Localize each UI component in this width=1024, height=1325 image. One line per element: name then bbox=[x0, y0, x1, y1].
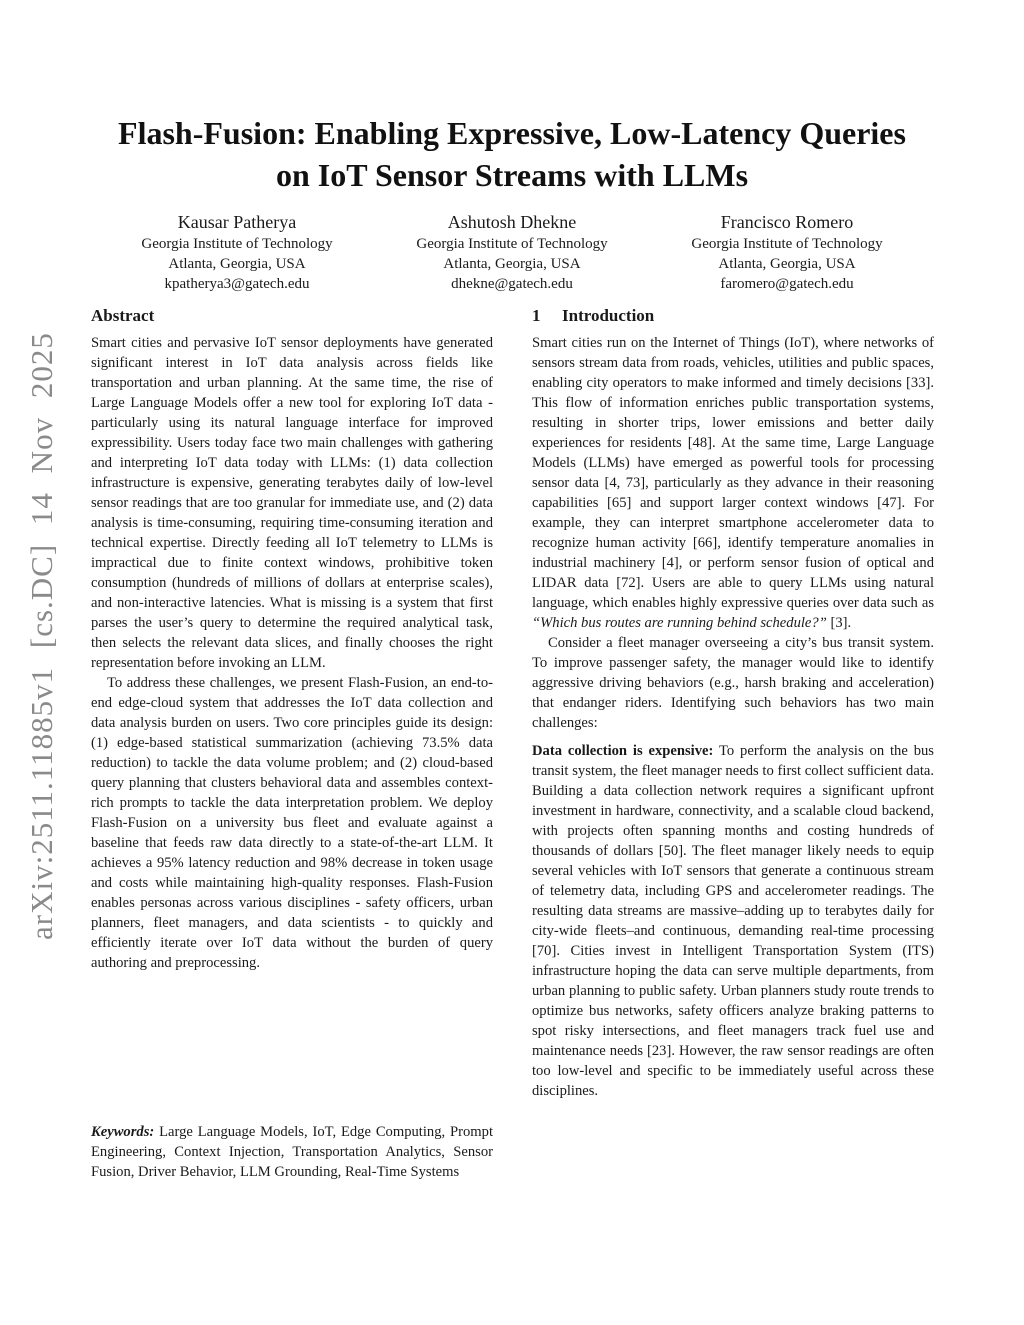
author-affiliation: Georgia Institute of Technology bbox=[691, 236, 883, 252]
intro-p1-main: Smart cities run on the Internet of Things (IoT), where networks of sensors stream data from roads, vehicles, utilities and public spaces, enabling city operators to make informed and timely decisions [33]. This flow of information enriches public transportation systems, resulting in shorter trips, lower emissions and better daily experiences for residents [48]. At the same time, Large Language Models (LLMs) have emerged as powerful tools for processing sensor data [4, 73], particularly as they advance in their reasoning capabilities [65] and support larger context windows [47]. For example, they can interpret smartphone accelerometer data to recognize human activity [66], identify temperature anomalies in industrial machinery [4], or perform sensor fusion of optical and LIDAR data [72]. Users are able to query LLMs using natural language, which enables highly expressive queries over data such as bbox=[532, 335, 934, 611]
intro-p1-quote: “Which bus routes are running behind schedule?” bbox=[532, 615, 827, 631]
paper-title: Flash-Fusion: Enabling Expressive, Low-Latency Queries on IoT Sensor Streams with LLMs bbox=[118, 115, 906, 193]
author-2 bbox=[375, 210, 649, 294]
right-column bbox=[532, 303, 934, 1101]
runin-label: Data collection is expensive: bbox=[532, 743, 714, 759]
section-title: Introduction bbox=[562, 306, 655, 325]
author-location: Atlanta, Georgia, USA bbox=[443, 256, 581, 272]
abstract-paragraph-1: Smart cities and pervasive IoT sensor deployments have generated significant interest in IoT data analysis across fields like transportation and urban planning. At the same time, the rise of Large Language Models offer a new tool for exploring IoT data - particularly using its natural language interface for improved expressibility. Users today face two main challenges with gathering and interpreting IoT data today with LLMs: (1) data collection infrastructure is expensive, generating terabytes daily of low-level sensor readings that are too granular for immediate use, and (2) data analysis is time-consuming, requiring time-consuming iteration and technical expertise. Directly feeding all IoT telemetry to LLMs is impractical due to finite context windows, prohibitive token consumption (hundreds of millions of dollars at enterprise scales), and non-interactive latencies. What is missing is a system that first parses the user’s query to determine the required analytical task, then selects the relevant data slices, and finally chooses the right representation before invoking an LLM. bbox=[91, 335, 493, 671]
intro-p1-end: [3]. bbox=[826, 615, 852, 631]
author-affiliation: Georgia Institute of Technology bbox=[141, 236, 333, 252]
intro-paragraph-2: Consider a fleet manager overseeing a city’s bus transit system. To improve passenger safety, the manager would like to identify aggressive driving behaviors (e.g., harsh braking and acceleration) that endanger riders. Identifying such behaviors has two main challenges: bbox=[532, 635, 934, 731]
keywords-label: Keywords: bbox=[91, 1124, 155, 1140]
keywords-text: Large Language Models, IoT, Edge Computing, Prompt Engineering, Context Injection, Transportation Analytics, Sensor Fusion, Driver Behavior, LLM Grounding, Real-Time Systems bbox=[91, 1124, 493, 1180]
author-name: Francisco Romero bbox=[720, 212, 854, 232]
arxiv-identifier: arXiv:2511.11885v1 [cs.DC] 14 Nov 2025 bbox=[24, 332, 59, 940]
author-1 bbox=[100, 210, 374, 294]
author-block bbox=[100, 210, 924, 300]
intro-paragraph-3 bbox=[532, 741, 934, 1101]
author-affiliation: Georgia Institute of Technology bbox=[416, 236, 608, 252]
author-name: Ashutosh Dhekne bbox=[447, 212, 577, 232]
author-email: faromero@gatech.edu bbox=[720, 276, 854, 292]
author-location: Atlanta, Georgia, USA bbox=[718, 256, 856, 272]
intro-p3-text: To perform the analysis on the bus transit system, the fleet manager needs to first collect sufficient data. Building a data collection network requires a significant upfront investment in hardware, connectivity, and a scalable cloud backend, with projects often spanning months and costing hundreds of thousands of dollars [50]. The fleet manager likely needs to equip several vehicles with IoT sensors that generate a continuous stream of telemetry data, including GPS and accelerometer readings. The resulting data streams are massive–adding up to terabytes daily for city-wide fleets–and continuous, demanding real-time processing [70]. Cities invest in Intelligent Transportation System (ITS) infrastructure hoping the data can serve multiple departments, from urban planning to public safety. Urban planners study route trends to optimize bus networks, safety officers analyze braking patterns to spot risky intersections, and fleet managers track fuel use and maintenance needs [23]. However, the raw sensor readings are often too low-level and specific to be immediately useful across these disciplines. bbox=[532, 743, 934, 1099]
keywords bbox=[91, 1122, 493, 1182]
section-number: 1 bbox=[532, 306, 541, 325]
introduction-heading bbox=[532, 303, 934, 329]
abstract-paragraph-2: To address these challenges, we present Flash-Fusion, an end-to-end edge-cloud system that addresses the IoT data collection and data analysis burden on users. Two core principles guide its design: (1) edge-based statistical summarization (achieving 73.5% data reduction) to tackle the data volume problem; and (2) cloud-based query planning that clusters behavioral data and assembles context-rich prompts to tackle the data interpretation problem. We deploy Flash-Fusion on a university bus fleet and evaluate against a baseline that feeds raw data directly to a state-of-the-art LLM. It achieves a 95% latency reduction and 98% decrease in token usage and costs while maintaining high-quality responses. Flash-Fusion enables personas across various disciplines - safety officers, urban planners, fleet managers, and data scientists - to quickly and efficiently iterate over IoT data without the burden of query authoring and preprocessing. bbox=[91, 675, 493, 971]
left-column bbox=[91, 303, 493, 973]
author-email: dhekne@gatech.edu bbox=[451, 276, 573, 292]
author-name: Kausar Patherya bbox=[177, 212, 297, 232]
intro-paragraph-1 bbox=[532, 333, 934, 633]
author-location: Atlanta, Georgia, USA bbox=[168, 256, 306, 272]
author-email: kpatherya3@gatech.edu bbox=[164, 276, 310, 292]
author-3 bbox=[650, 210, 924, 294]
abstract-heading: Abstract bbox=[91, 306, 155, 325]
